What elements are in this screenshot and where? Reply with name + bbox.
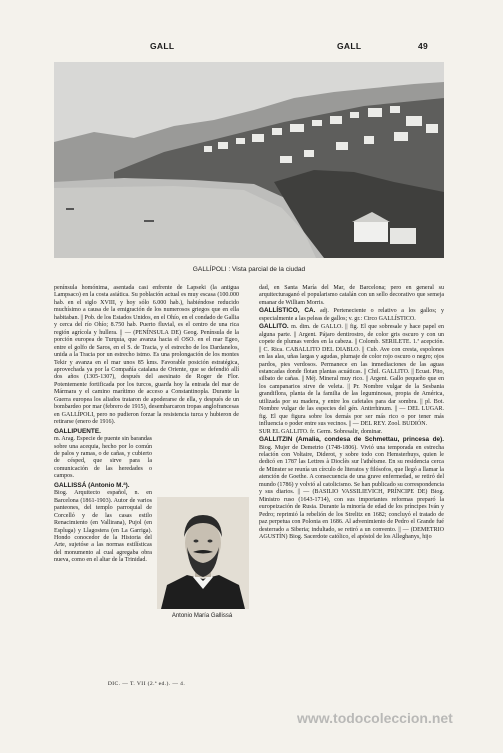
headword-gallissa: GALLISSÁ (Antonio M.ª). xyxy=(54,481,130,489)
running-head-right: GALL xyxy=(337,41,362,51)
entry-gallito xyxy=(259,323,444,428)
gallipuente-definition: m. Arag. Especie de puente sin barandas sobre una acequia, hecho por lo común de palos y ramas, o de cañas, y cubierto de césped, que sirve para la comunicación de las heredades o campos. xyxy=(54,436,152,480)
sur-el-gallito: SUR EL GALLITO. fr. Germ. Sobresalir, dominar. xyxy=(259,428,383,435)
headword-gallipuente: GALLIPUENTE. xyxy=(54,427,101,435)
gallipoli-photo xyxy=(54,62,444,258)
volume-footer: DIC. — T. VII (2.ª ed.). — 4. xyxy=(107,681,186,687)
entry-gallissa xyxy=(54,482,239,490)
gallito-definition: m. dim. de GALLO. || fig. El que sobresale y hace papel en alguna parte. || Argent. Pájaro dentirostro, de color gris oscuro y con un copete de plumas verdes en la cabeza. || Colomb. SERILETE. 1.ª acepción. || C. Rica. CABALLITO DEL DIABLO. || Cub. Ave con cresta, espolones en las alas, uñas largas y agudas, plumaje de color rojo oscuro o negro; ojos pardos, pies verdosos. Permanece en las inmediaciones de las aguas estancadas donde flotan plantas acuáticas. || Chil. GALLITO. || Ecuat. Pito, silbato de cañas. || Méj. Mineral muy rico. || Argent. Gallo pequeño que en los campanarios sirve de veleta. || Pr. Nombre vulgar de la Sesbania grandiflora, planta de la familia de las leguminosas, propia de América, utilizada por su madera, y entre los cafetales para dar sombra. || pl. Bot. Nombre vulgar de las especies del gén. Antirrhinum. || — DEL LUGAR. fig. El que figura sobre los demás por ser más rico o por tener más influencia o poder entre sus vecinos. || — DEL REY. Zool. BUDIÓN. xyxy=(259,324,445,428)
photo-caption: GALLÍPOLI : Vista parcial de la ciudad xyxy=(192,266,306,273)
portrait-caption: Antonio María Gallissá xyxy=(171,613,233,619)
watermark: www.todocoleccion.net xyxy=(297,710,453,726)
entry-gallipuente xyxy=(54,428,239,436)
gallissa-definition: Biog. Arquitecto español, n. en Barcelona (1861-1903). Autor de varios panteones, del templo parroquial de Corcelló y de las casas estilo Renacimiento (en Vallirana), Pujol (en Espluga) y Llagostera (en La Garriga). Hondo conocedor de la Historia del Arte, sujetóse a las normas estilísticas del monumento al cual agregaba obra nueva, como en el altar de la Trinidad. xyxy=(54,490,152,564)
headword-gallitzin: GALLITZIN (Amalia, condesa de Schmettau, princesa de). xyxy=(259,436,444,444)
headword-gallito: GALLITO. xyxy=(259,323,289,331)
running-head-left: GALL xyxy=(150,41,175,51)
entry-gallitzin xyxy=(259,436,444,541)
gallistico-definition: adj. Perteneciente o relativo a los gallos; y especialmente a las peleas de gallos; v. gr.: Circo GALLÍSTICO. xyxy=(259,308,444,322)
right-column xyxy=(259,285,444,541)
entry-gallistico xyxy=(259,307,444,323)
gallipoli-continuation: península homónima, asentada casi enfrente de Lapseki (la antigua Lampsaco) en la costa asiática. Su población actual es muy escasa (100.000 hab. en el siglo XVIII, y hoy sólo 6.000 hab.), habiéndose reducido muchísimo a causa de la emigración de los numerosos griegos que en ella habitaban. || Pob. de los Estados Unidos, en el Ohío, en el condado de Gallia y cerca del río Ohío; 8.750 hab. Puerto fluvial, es el centro de una rica región agrícola y hullera. || — (PENÍNSULA DE) Geog. Península de la porción europea de Turquía, que avanza hacia el OSO. en el mar Egeo, entre el golfo de Saros, en el S. de Tracia, y el estrecho de los Dardanelos, unida a la Tracia por un estrecho istmo. Es una prolongación de los montes Tekir y avanza en el mar unos 85 kms. Favorable posición estratégica, aprovechada ya por la Compañía catalana de Oriente, que se defendió allí dos años (1305-1307), después del asesinato de Roger de Flor. Potentemente fortificada por los turcos, guarda hoy la entrada del mar de Mármara y el camino marítimo de acceso a Constantinopla. Durante la Guerra europea los aliados trataron de apoderarse de ella, y después de un bombardeo por mar (febrero de 1915), desembarcaron tropas anglofrancesas en GALLÍPOLI, pero no pudieron forzar la resistencia turca y hubieron de retirarse (enero de 1916). xyxy=(54,285,239,426)
page-number: 49 xyxy=(418,41,429,51)
headword-gallistico: GALLÍSTICO, CA. xyxy=(259,307,316,315)
gallissa-continuation: dad, en Santa María del Mar, de Barcelona; pero en general su arquitecturaganó el popularismo catalán con un sello decorativo que semeja emanar de William Morris. xyxy=(259,285,444,306)
gallitzin-definition: Biog. Mujer de Demetrio (1748-1806). Vivió una temporada en estrecha relación con Voltaire, Diderot, y sobre todo con Hemsterhuys, quien le dedicó en 1787 las Lettres à Dioclès sur l'athéisme. En su residencia cerca de Münster se reunía un círculo de literatos y filósofos, que llegó a llamar la atención de Goethe. A consecuencia de una grave enfermedad, se retiró del mundo (1786) y volvió al catolicismo. Se han publicado su correspondencia y sus diarios. || — (BASILIO VASSILIEVICH, PRÍNCIPE DE) Biog. Ministro ruso (1643-1714), con sus importantes reformas preparó la europeización de Rusia. Durante la minoría de edad de los príncipes Iván y Pedro; reprimió la rebelión de los Strelitz en 1682; concluyó el tratado de paz perpetua con Polonia en 1686. Al advenimiento de Pedro el Grande fué desterrado a Siberia; indultado, se retiró a un convento. || — (DEMETRIO AGUSTÍN) Biog. Sacerdote católico, el apóstol de los Alleghanys, hijo xyxy=(259,444,444,540)
portrait-photo xyxy=(157,497,249,609)
